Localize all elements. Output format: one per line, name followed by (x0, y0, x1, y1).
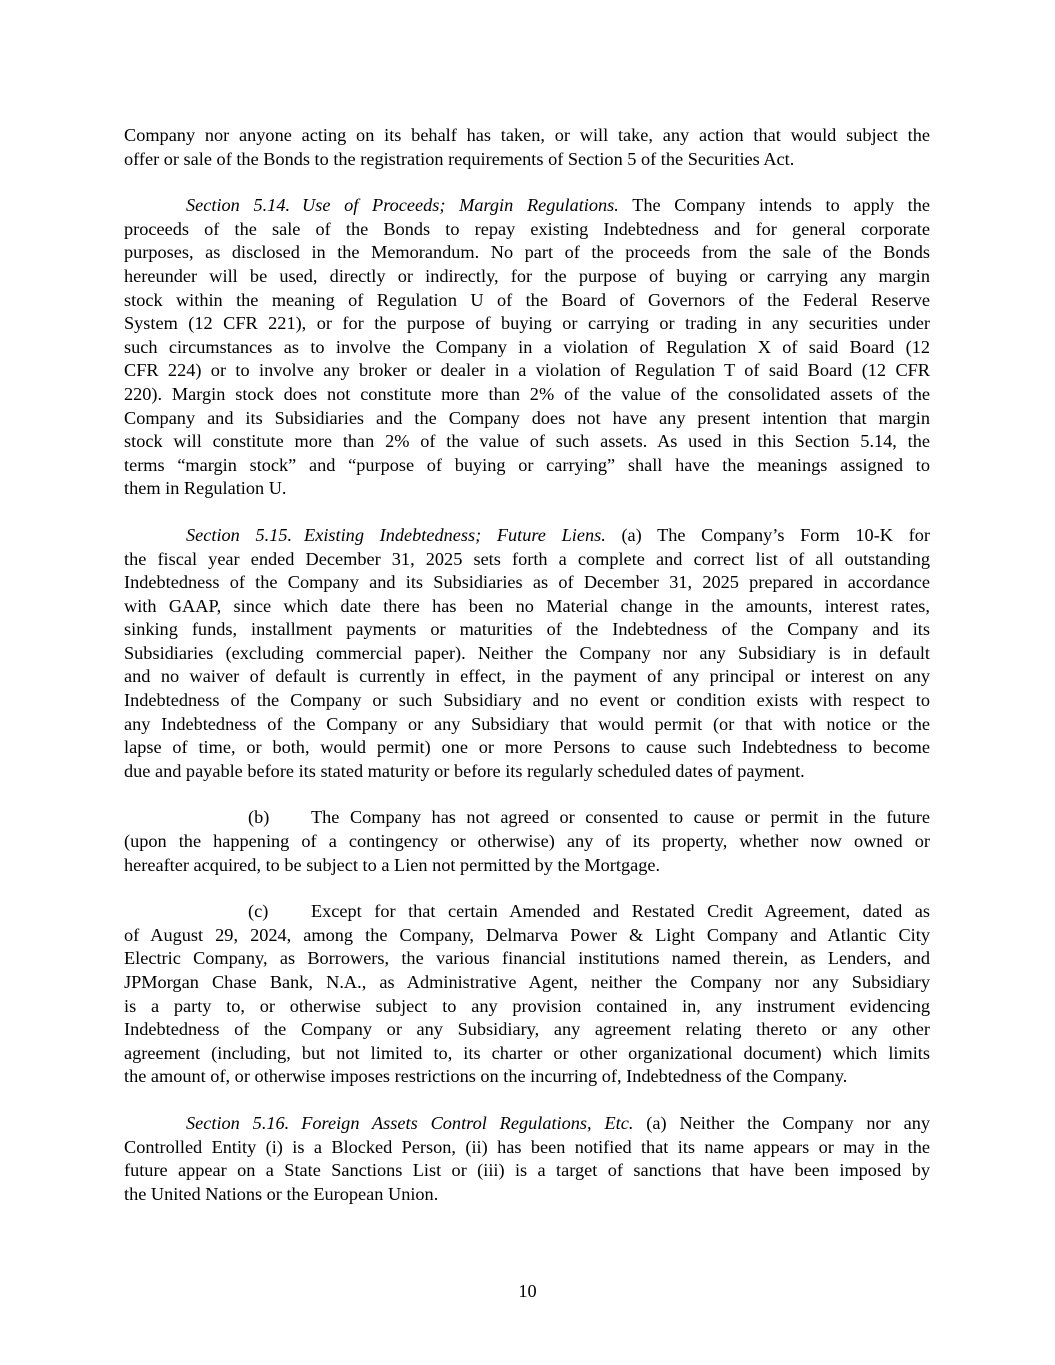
paragraph-first-line (124, 806, 930, 830)
text-line: Indebtedness of the Company or any Subsidiary, any agreement relating thereto or any other (124, 1019, 930, 1040)
text-line: 220). Margin stock does not constitute more than 2% of the value of the consolidated assets of the (124, 383, 930, 404)
text-line: Subsidiaries (excluding commercial paper). Neither the Company nor any Subsidiary is in default (124, 642, 930, 663)
text-line: (upon the happening of a contingency or otherwise) any of its property, whether now owned or (124, 831, 930, 852)
clause-label: (b) (248, 807, 270, 828)
text-line: with GAAP, since which date there has been no Material change in the amounts, interest rates, (124, 595, 930, 616)
paragraph (124, 524, 930, 784)
section-title: Existing Indebtedness; Future Liens. (304, 524, 606, 545)
text-line: and no waiver of default is currently in effect, in the payment of any principal or interest on any (124, 666, 930, 687)
text-line: the amount of, or otherwise imposes restrictions on the incurring of, Indebtedness of the Company. (124, 1066, 848, 1087)
text-line: agreement (including, but not limited to, its charter or other organizational document) which limits (124, 1042, 930, 1063)
text-line: future appear on a State Sanctions List or (iii) is a target of sanctions that have been imposed by (124, 1160, 930, 1181)
text-line: terms “margin stock” and “purpose of buying or carrying” shall have the meanings assigned to (124, 454, 930, 475)
first-line-text: Except for that certain Amended and Restated Credit Agreement, dated as (311, 901, 930, 922)
paragraph-first-line (124, 1112, 930, 1136)
text-line: lapse of time, or both, would permit) one or more Persons to cause such Indebtedness to become (124, 737, 930, 758)
first-line-text: The Company intends to apply the (632, 195, 931, 216)
text-line: purposes, as disclosed in the Memorandum. No part of the proceeds from the sale of the Bonds (124, 242, 930, 263)
paragraph (124, 124, 930, 171)
text-line: Company nor anyone acting on its behalf has taken, or will take, any action that would subject the (124, 125, 930, 145)
clause-label: (c) (248, 901, 269, 922)
text-line: System (12 CFR 221), or for the purpose of buying or carrying or trading in any securities under (124, 313, 930, 334)
section-number: Section 5.14. (186, 195, 291, 216)
document-body (124, 124, 930, 1229)
section-title: Use of Proceeds; Margin Regulations. (302, 195, 619, 216)
first-line-text: The Company has not agreed or consented to cause or permit in the future (311, 807, 930, 828)
section-number: Section 5.15. (186, 524, 293, 545)
text-line: hereunder will be used, directly or indirectly, for the purpose of buying or carrying any margin (124, 265, 930, 286)
page-number: 10 (518, 1281, 537, 1301)
text-line: Company and its Subsidiaries and the Company does not have any present intention that margin (124, 407, 930, 428)
paragraph (124, 194, 930, 501)
paragraph (124, 806, 930, 877)
text-line: the United Nations or the European Union. (124, 1183, 439, 1204)
text-line: sinking funds, installment payments or maturities of the Indebtedness of the Company and its (124, 619, 930, 640)
text-line: stock will constitute more than 2% of the value of such assets. As used in this Section 5.14, the (124, 431, 930, 452)
text-line: is a party to, or otherwise subject to any provision contained in, any instrument evidencing (124, 995, 930, 1016)
paragraph-first-line (124, 524, 930, 548)
section-number: Section 5.16. (186, 1112, 290, 1133)
text-line: offer or sale of the Bonds to the registration requirements of Section 5 of the Securities Act. (124, 148, 795, 169)
first-line-text: (a) Neither the Company nor any (646, 1112, 930, 1133)
paragraph (124, 900, 930, 1089)
text-line: CFR 224) or to involve any broker or dealer in a violation of Regulation T of said Board (12 CFR (124, 360, 930, 381)
text-line: JPMorgan Chase Bank, N.A., as Administrative Agent, neither the Company nor any Subsidiary (124, 972, 930, 992)
text-line: Indebtedness of the Company or such Subsidiary and no event or condition exists with respect to (124, 690, 930, 711)
text-line: hereafter acquired, to be subject to a Lien not permitted by the Mortgage. (124, 854, 661, 875)
text-line: proceeds of the sale of the Bonds to repay existing Indebtedness and for general corporate (124, 218, 930, 239)
text-line: of August 29, 2024, among the Company, Delmarva Power & Light Company and Atlantic City (124, 924, 930, 945)
paragraph (124, 1112, 930, 1206)
text-line: any Indebtedness of the Company or any Subsidiary that would permit (or that with notice or the (124, 713, 930, 734)
paragraph-first-line (124, 900, 930, 924)
text-line: Controlled Entity (i) is a Blocked Person, (ii) has been notified that its name appears or may in the (124, 1136, 930, 1157)
text-line: such circumstances as to involve the Company in a violation of Regulation X of said Board (12 (124, 336, 930, 357)
text-line: them in Regulation U. (124, 478, 287, 499)
paragraph-first-line (124, 194, 930, 218)
text-line: the fiscal year ended December 31, 2025 sets forth a complete and correct list of all outstanding (124, 548, 930, 569)
text-line: Indebtedness of the Company and its Subsidiaries as of December 31, 2025 prepared in accordance (124, 572, 930, 593)
first-line-text: (a) The Company’s Form 10-K for (621, 524, 930, 545)
text-line: due and payable before its stated maturity or before its regularly scheduled dates of payment. (124, 760, 805, 781)
section-title: Foreign Assets Control Regulations, Etc. (301, 1112, 634, 1133)
text-line: stock within the meaning of Regulation U of the Board of Governors of the Federal Reserve (124, 289, 930, 310)
text-line: Electric Company, as Borrowers, the various financial institutions named therein, as Lenders, and (124, 948, 930, 969)
